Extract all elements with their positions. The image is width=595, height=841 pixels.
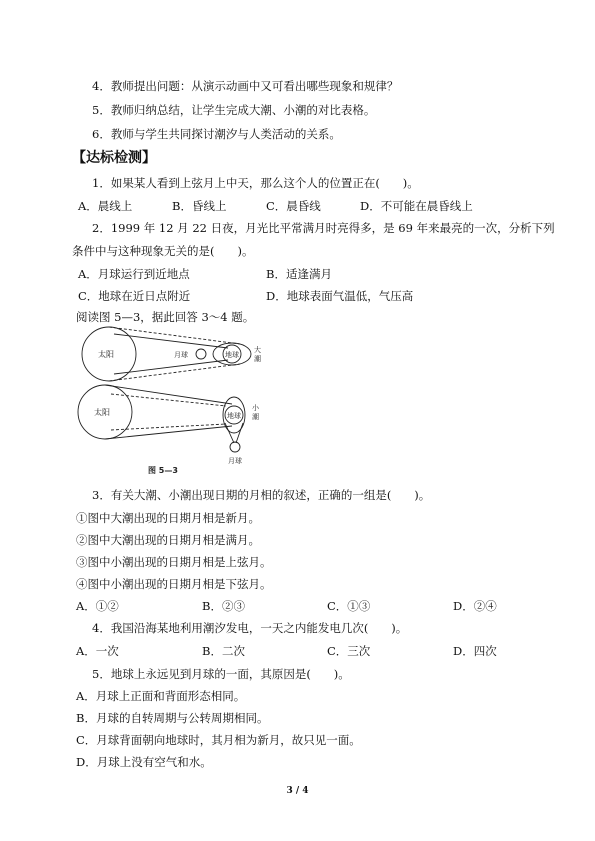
question-5-option-b: B．月球的自转周期与公转周期相同。	[76, 711, 269, 725]
question-5-option-d: D．月球上没有空气和水。	[76, 755, 212, 769]
page-number: 3 / 4	[286, 786, 309, 796]
question-4-stem: 4．我国沿海某地利用潮汐发电，一天之内能发电几次( )。	[92, 621, 408, 635]
question-1-option-b: B．昏线上	[172, 199, 227, 213]
question-2-stem-line-1: 2．1999 年 12 月 22 日夜，月光比平常满月时亮得多，是 69 年来最亮的一次，分析下列	[92, 221, 555, 235]
bottom-moon-circle	[230, 442, 240, 452]
teaching-step-5: 5．教师归纳总结，让学生完成大潮、小潮的对比表格。	[92, 103, 376, 117]
question-1-stem: 1．如果某人看到上弦月上中天，那么这个人的位置正在( )。	[92, 176, 419, 190]
question-2-option-c: C．地球在近日点附近	[78, 289, 191, 303]
question-2-option-b: B．适逢满月	[266, 267, 332, 281]
teaching-step-6: 6．教师与学生共同探讨潮汐与人类活动的关系。	[92, 127, 341, 141]
question-4-option-b: B．二次	[202, 644, 245, 658]
top-moon-circle	[196, 349, 206, 359]
question-1-option-d: D．不可能在晨昏线上	[360, 199, 473, 213]
question-3-option-b: B．②③	[202, 599, 245, 613]
question-2-option-d: D．地球表面气温低，气压高	[266, 289, 414, 303]
question-3-option-c: C．①③	[327, 599, 371, 613]
question-5-option-c: C．月球背面朝向地球时，其月相为新月，故只见一面。	[76, 733, 361, 747]
question-3-stem: 3．有关大潮、小潮出现日期的月相的叙述，正确的一组是( )。	[92, 488, 431, 502]
question-4-option-d: D．四次	[453, 644, 497, 658]
question-5-option-a: A．月球上正面和背面形态相同。	[76, 689, 246, 703]
question-3-option-a: A．①②	[76, 599, 119, 613]
bottom-earth-label: 地球	[227, 412, 241, 420]
bottom-tide-label-2: 潮	[252, 413, 259, 421]
bottom-tide-label-1: 小	[252, 404, 259, 412]
bottom-moon-label: 月球	[228, 457, 242, 465]
question-2-option-a: A．月球运行到近地点	[78, 267, 190, 281]
reading-prompt: 阅读图 5—3，据此回答 3～4 题。	[76, 310, 255, 324]
question-3-statement-3: ③图中小潮出现的日期月相是上弦月。	[76, 555, 272, 569]
question-4-option-a: A．一次	[76, 644, 119, 658]
teaching-step-4: 4．教师提出问题：从演示动画中又可看出哪些现象和规律？	[92, 79, 399, 93]
figure-caption: 图 5—3	[148, 466, 178, 475]
question-2-stem-line-2: 条件中与这种现象无关的是( )。	[72, 244, 254, 258]
question-3-statement-1: ①图中大潮出现的日期月相是新月。	[76, 511, 260, 525]
top-tide-label-1: 大	[254, 346, 261, 354]
top-sun-label: 太阳	[98, 350, 114, 359]
top-earth-label: 地球	[225, 351, 239, 359]
top-moon-label: 月球	[174, 351, 188, 359]
question-1-option-a: A．晨线上	[78, 199, 133, 213]
question-1-option-c: C．晨昏线	[266, 199, 321, 213]
question-5-stem: 5．地球上永远见到月球的一面，其原因是( )。	[92, 667, 350, 681]
question-3-statement-4: ④图中小潮出现的日期月相是下弦月。	[76, 577, 272, 591]
question-3-statement-2: ②图中大潮出现的日期月相是满月。	[76, 533, 260, 547]
section-title: 【达标检测】	[72, 150, 156, 166]
tide-diagram	[68, 326, 288, 476]
bottom-sun-label: 太阳	[94, 408, 110, 417]
top-tide-label-2: 潮	[254, 355, 261, 363]
question-4-option-c: C．三次	[327, 644, 371, 658]
question-3-option-d: D．②④	[453, 599, 497, 613]
